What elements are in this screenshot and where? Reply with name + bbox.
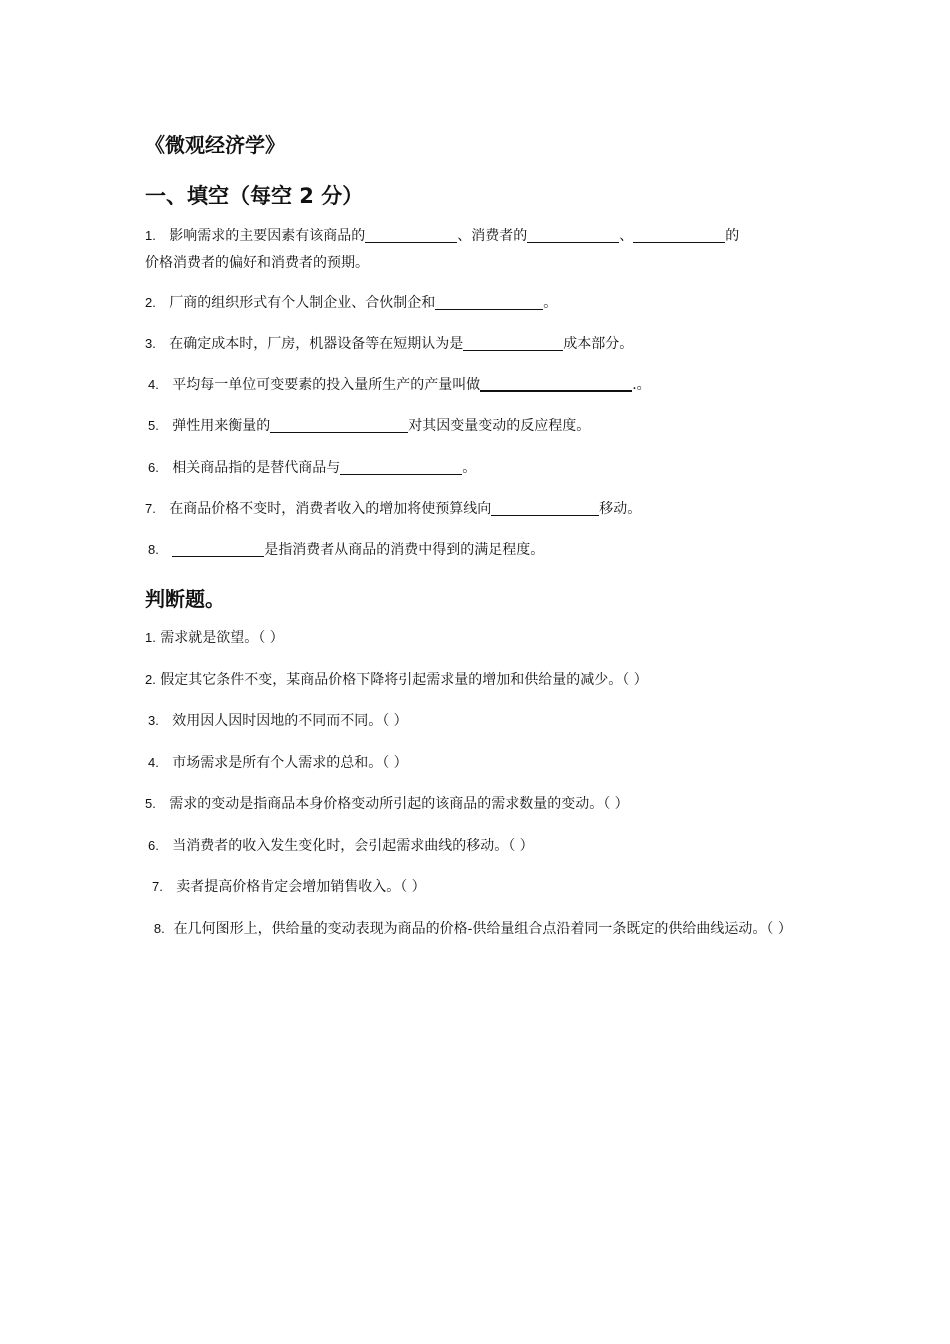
judge-question-8 [145,915,805,943]
question-number: 6. [148,838,159,853]
answer-blank[interactable] [365,226,457,243]
question-text: .。 [632,377,651,393]
answer-blank[interactable] [633,226,725,243]
question-number: 1. [145,630,156,645]
question-text: 在几何图形上，供给量的变动表现为商品的价格-供给量组合点沿着同一条既定的供给曲线运动。（ ） [173,921,792,937]
question-text: 卖者提高价格肯定会增加销售收入。（ ） [176,879,426,895]
question-number: 2. [145,672,156,687]
question-text: 弹性用来衡量的 [172,418,271,434]
question-text: 。 [543,295,558,311]
question-text: 效用因人因时因地的不同而不同。（ ） [172,713,408,729]
question-text: 影响需求的主要因素有该商品的 [169,228,366,244]
question-number: 8. [153,921,165,936]
fill-question-6 [148,454,808,482]
question-text: 的 [725,228,740,244]
answer-blank[interactable] [172,540,264,557]
fill-question-2 [145,289,805,317]
question-text: 。 [462,460,477,476]
judge-question-4 [148,749,808,777]
question-number: 3. [148,713,159,728]
question-text: 对其因变量变动的反应程度。 [408,418,591,434]
question-number: 3. [145,336,156,351]
question-number: 5. [145,796,156,811]
answer-blank[interactable] [463,334,563,351]
answer-blank[interactable] [340,458,462,475]
question-text: 相关商品指的是替代商品与 [172,460,341,476]
question-text: 假定其它条件不变，某商品价格下降将引起需求量的增加和供给量的减少。（ ） [160,672,648,688]
question-text: 市场需求是所有个人需求的总和。（ ） [172,755,408,771]
question-text: 需求就是欲望。（ ） [160,630,284,646]
fill-section-heading: 一、填空（每空 2 分） [145,184,364,208]
judge-question-3 [148,707,808,735]
answer-blank[interactable] [527,226,619,243]
fill-question-1 [145,222,805,277]
judge-question-7 [152,873,812,901]
fill-question-7 [145,495,805,523]
question-text-continued: 价格消费者的偏好和消费者的预期。 [145,255,369,271]
judge-section-heading: 判断题。 [145,587,225,611]
question-text: 当消费者的收入发生变化时，会引起需求曲线的移动。（ ） [172,838,534,854]
question-number: 4. [148,377,159,392]
fill-question-5 [148,412,808,440]
answer-blank[interactable] [270,416,408,433]
question-text: 是指消费者从商品的消费中得到的满足程度。 [264,542,545,558]
question-text: 在商品价格不变时，消费者收入的增加将使预算线向 [169,501,492,517]
judge-question-5 [145,790,805,818]
fill-question-3 [145,330,805,358]
question-number: 7. [152,879,163,894]
answer-blank[interactable] [480,374,632,392]
question-text: 平均每一单位可变要素的投入量所生产的产量叫做 [172,377,481,393]
judge-question-6 [148,832,808,860]
question-number: 4. [148,755,159,770]
judge-question-2 [145,666,805,694]
question-text: 移动。 [599,501,642,517]
judge-question-1 [145,624,805,652]
question-text: 在确定成本时，厂房，机器设备等在短期认为是 [169,336,464,352]
question-number: 5. [148,418,159,433]
question-number: 1. [145,228,156,243]
answer-blank[interactable] [491,499,599,516]
question-number: 7. [145,501,156,516]
question-number: 8. [148,542,159,557]
question-number: 2. [145,295,156,310]
question-text: 需求的变动是指商品本身价格变动所引起的该商品的需求数量的变动。（ ） [169,796,629,812]
fill-question-4 [148,371,808,399]
question-text: 、 [619,228,634,244]
document-title: 《微观经济学》 [145,133,285,157]
question-text: 成本部分。 [563,336,634,352]
question-text: 厂商的组织形式有个人制企业、合伙制企和 [169,295,436,311]
answer-blank[interactable] [435,293,543,310]
question-text: 、消费者的 [457,228,528,244]
question-number: 6. [148,460,159,475]
fill-question-8 [148,536,808,564]
